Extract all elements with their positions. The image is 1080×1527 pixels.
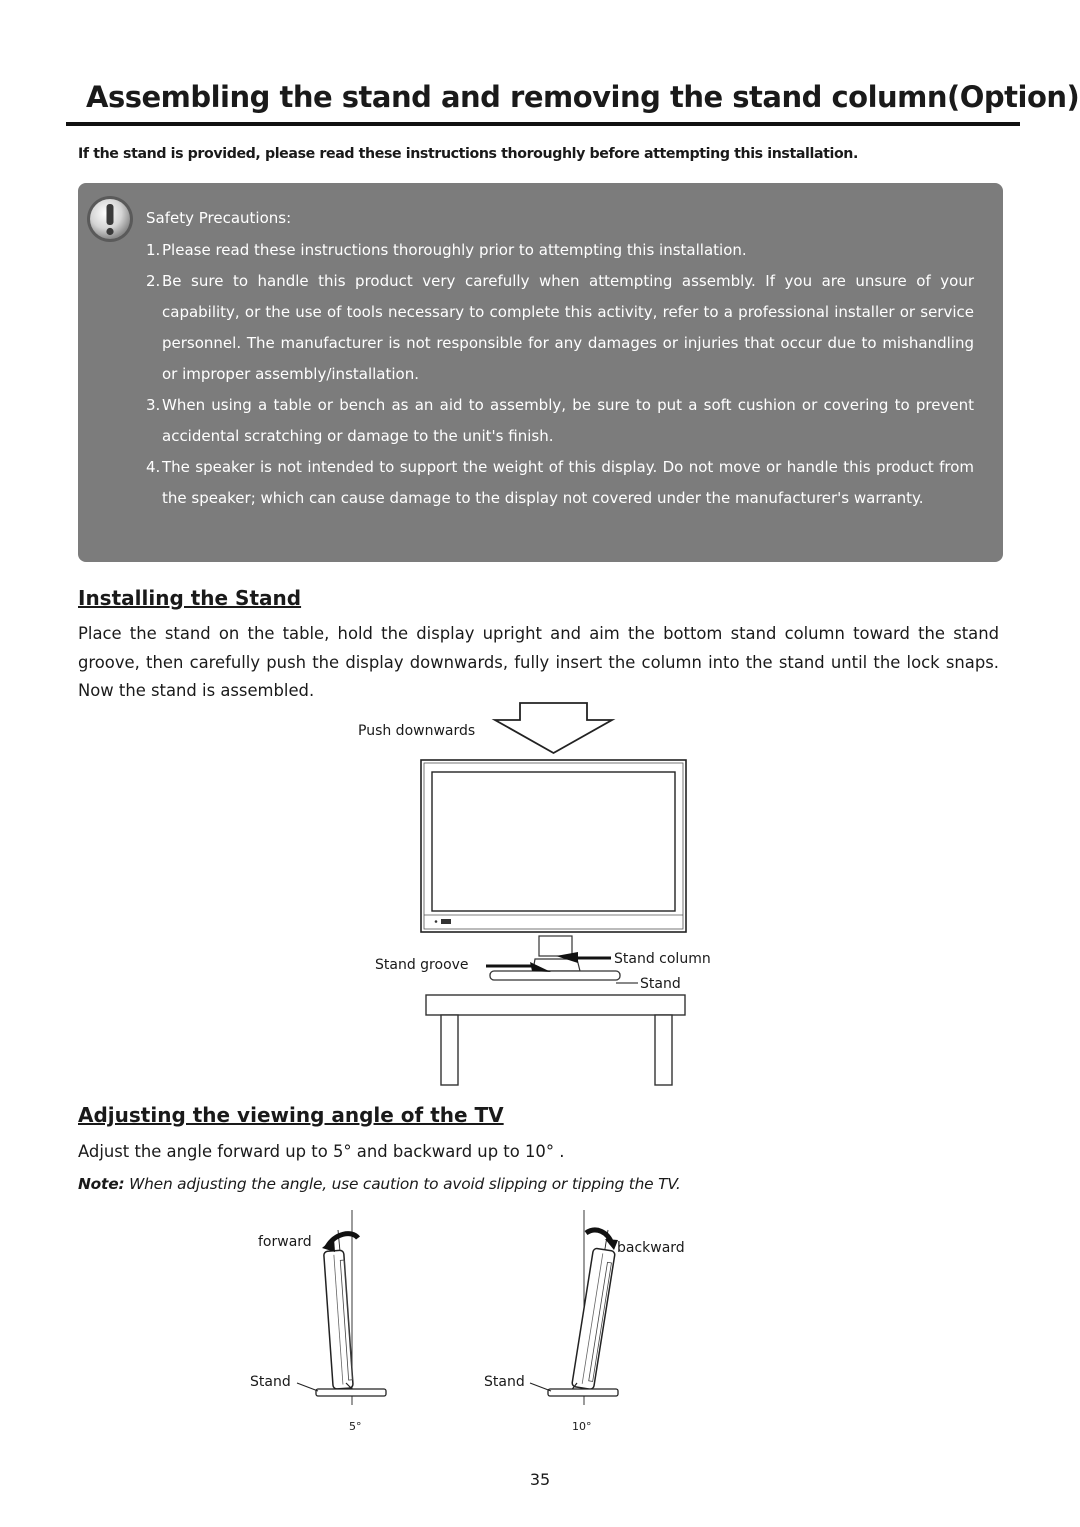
item-number: 2. [146,272,161,290]
stand-install-diagram [0,695,1080,1095]
angle-5-label: 5° [349,1420,362,1433]
item-number: 1. [146,241,161,259]
safety-item [146,266,974,390]
note-text [78,1175,1008,1193]
stand-label-left: Stand [250,1374,291,1390]
stand-column [539,936,572,956]
backward-label: backward [617,1240,685,1256]
safety-item [146,235,974,266]
page-number: 35 [529,1470,551,1489]
push-arrow-icon [495,703,612,753]
push-downwards-label: Push downwards [358,723,476,739]
item-text: Please read these instructions thoroughly prior to attempting this installation. [162,241,747,259]
stand-label: Stand [640,976,681,992]
stand-column-label: Stand column [614,951,711,967]
item-number: 3. [146,396,161,414]
item-number: 4. [146,458,161,476]
safety-item [146,452,974,514]
adjusting-text: Adjust the angle forward up to 5° and backward up to 10° . [78,1142,565,1161]
installing-heading: Installing the Stand [78,586,302,610]
stand-base-forward [316,1389,386,1396]
tv-screen [432,772,675,911]
item-text: Be sure to handle this product very carefully when attempting assembly. If you are unsure of your capability, or the use of tools necessary to complete this activity, refer to a professional installer or service personnel. The manufacturer is not responsible for any damages or injuries that occur due to mishandling or improper assembly/installation. [162,272,974,383]
stand-base [490,971,620,980]
stand-groove-label: Stand groove [375,957,469,973]
forward-label: forward [258,1234,312,1250]
note-body: When adjusting the angle, use caution to avoid slipping or tipping the TV. [124,1175,681,1193]
stand-label-right: Stand [484,1374,525,1390]
safety-precautions-box [78,183,1003,562]
title-divider [66,122,1020,126]
angle-10-label: 10° [572,1420,592,1433]
power-led-icon [441,919,451,924]
intro-text: If the stand is provided, please read these instructions thoroughly before attempting this installation. [78,146,858,162]
page-title: Assembling the stand and removing the stand column(Option) [86,80,1080,114]
installing-text: Place the stand on the table, hold the display upright and aim the bottom stand column toward the stand groove, then carefully push the display downwards, fully insert the column into the stand until the lock snaps. Now the stand is assembled. [78,624,999,700]
note-label: Note: [78,1175,125,1193]
safety-heading: Safety Precautions: [146,209,292,227]
viewing-angle-diagram [0,1200,1080,1440]
item-text: When using a table or bench as an aid to assembly, be sure to put a soft cushion or covering to prevent accidental scratching or damage to the unit's finish. [162,396,974,445]
adjusting-heading: Adjusting the viewing angle of the TV [78,1103,504,1127]
stand-base-backward [548,1389,618,1396]
safety-item [146,390,974,452]
table-top [426,995,685,1015]
tv-side-backward [572,1248,616,1390]
warning-exclamation-icon [85,194,135,244]
item-text: The speaker is not intended to support the weight of this display. Do not move or handle this product from the speaker; which can cause damage to the display not covered under the manufacturer's warranty. [162,458,974,507]
